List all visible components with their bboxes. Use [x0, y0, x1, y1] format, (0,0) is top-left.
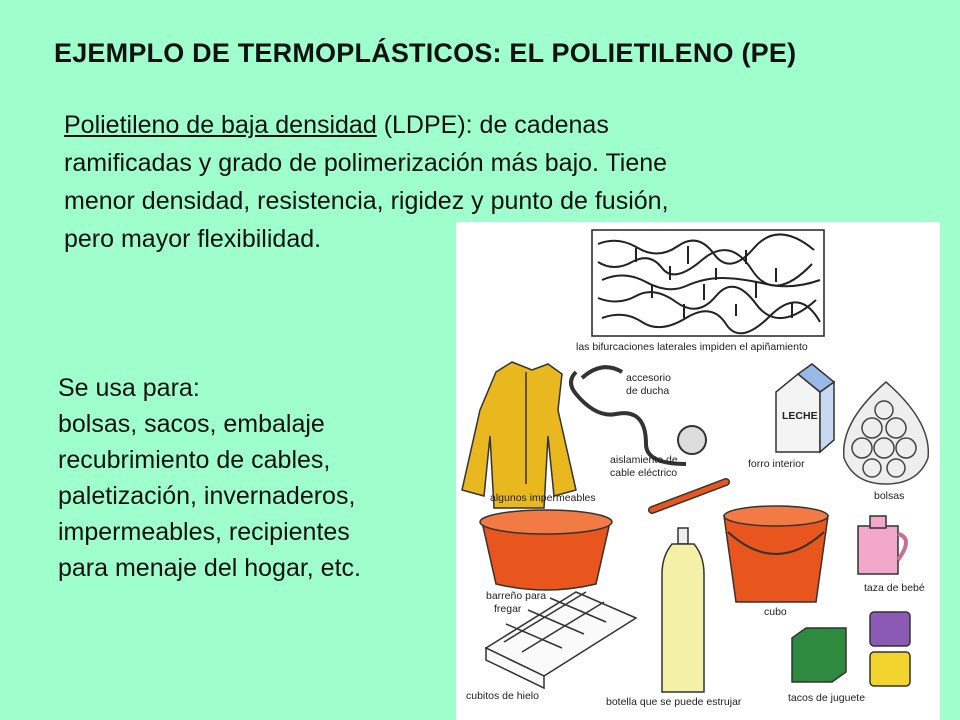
- slide-title: EJEMPLO DE TERMOPLÁSTICOS: EL POLIETILENO (PE): [54, 38, 797, 68]
- illustration-drawing: [456, 222, 940, 720]
- description-line-1-rest: (LDPE): de cadenas: [376, 111, 609, 139]
- ldpe-term: Polietileno de baja densidad: [64, 111, 377, 139]
- milk-carton-label: LECHE: [782, 410, 818, 422]
- uses-item: paletización, invernaderos,: [58, 482, 356, 510]
- caption-ice-tray: cubitos de hielo: [466, 690, 539, 702]
- caption-liner: forro interior: [748, 458, 805, 470]
- caption-cable-1: aislamiento de: [610, 454, 678, 466]
- caption-chains: las bifurcaciones laterales impiden el apiñamiento: [576, 341, 808, 353]
- description-line-3: menor densidad, resistencia, rigidez y punto de fusión,: [64, 187, 669, 215]
- caption-shower-1: accesorio: [626, 372, 671, 384]
- caption-bags: bolsas: [874, 490, 905, 502]
- basin-drawing: [480, 510, 612, 590]
- toy-blocks-drawing: [792, 612, 910, 686]
- uses-item: recubrimiento de cables,: [58, 446, 331, 474]
- net-bag-drawing: [844, 382, 929, 484]
- description-line-2: ramificadas y grado de polimerización más bajo. Tiene: [64, 149, 668, 177]
- caption-basin-1: barreño para: [486, 590, 547, 602]
- milk-carton-drawing: [776, 364, 834, 452]
- bottle-drawing: [662, 528, 704, 692]
- caption-cable-2: cable eléctrico: [610, 467, 678, 479]
- uses-item: bolsas, sacos, embalaje: [58, 410, 325, 438]
- caption-baby-cup: taza de bebé: [864, 582, 925, 594]
- description-line-1: [64, 106, 854, 144]
- caption-bottle: botella que se puede estrujar: [606, 696, 742, 708]
- uses-item: impermeables, recipientes: [58, 518, 350, 546]
- caption-raincoat: algunos impermeables: [490, 492, 596, 504]
- uses-list: [58, 370, 458, 586]
- caption-bucket: cubo: [764, 606, 787, 618]
- branched-chains-diagram: [592, 230, 824, 336]
- caption-basin-2: fregar: [494, 603, 522, 615]
- uses-item: para menaje del hogar, etc.: [58, 554, 361, 582]
- ldpe-products-illustration: [456, 222, 940, 720]
- caption-shower-2: de ducha: [626, 385, 670, 397]
- raincoat-drawing: [462, 362, 576, 508]
- uses-heading: Se usa para:: [58, 374, 200, 402]
- bucket-drawing: [724, 506, 828, 602]
- baby-cup-drawing: [858, 516, 906, 574]
- description-line-4: pero mayor flexibilidad.: [64, 225, 322, 253]
- caption-toy-blocks: tacos de juguete: [788, 692, 866, 704]
- cable-drawing: [652, 482, 726, 510]
